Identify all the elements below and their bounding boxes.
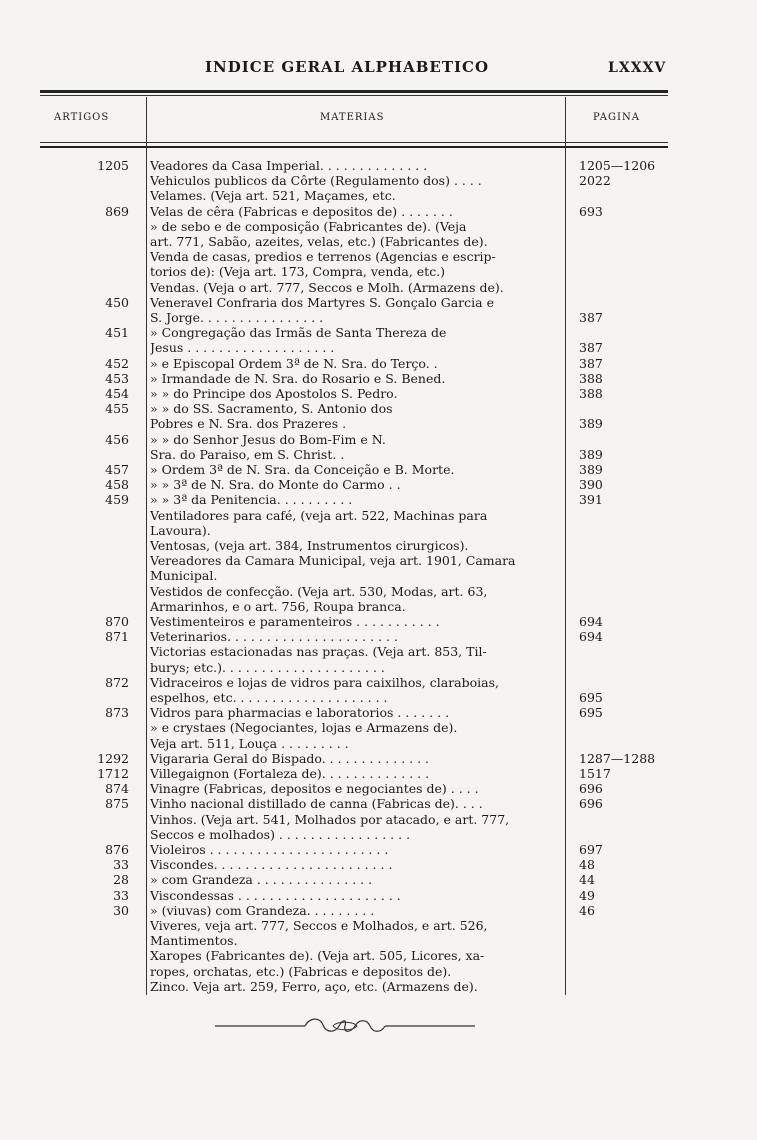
article-number: 874 bbox=[105, 781, 129, 797]
subject-entry: » (viuvas) com Grandeza. . . . . . . . . bbox=[150, 902, 375, 918]
column-header-rule-thick bbox=[40, 146, 668, 148]
subject-entry: Ventosas, (veja art. 384, Instrumentos cirurgicos). bbox=[150, 538, 469, 553]
page-reference: 389 bbox=[579, 446, 603, 462]
subject-entry: Jesus . . . . . . . . . . . . . . . . . . . bbox=[150, 340, 335, 356]
subject-entry: ropes, orchatas, etc.) (Fabricas e depositos de). bbox=[150, 963, 452, 979]
subject-entry: » » 3ª de N. Sra. do Monte do Carmo . . bbox=[150, 477, 401, 493]
subject-entry: Ventiladores para café, (veja art. 522, Machinas para bbox=[150, 507, 488, 523]
subject-entry: » com Grandeza . . . . . . . . . . . . . . . bbox=[150, 872, 373, 888]
subject-entry: » Congregação das Irmãs de Santa Thereza de bbox=[150, 325, 447, 341]
header-rule-thick bbox=[40, 90, 668, 93]
ornament-divider bbox=[215, 1015, 475, 1037]
subject-entry: Municipal. bbox=[150, 568, 218, 584]
article-number: 870 bbox=[105, 614, 129, 629]
article-number: 33 bbox=[113, 887, 129, 903]
page-reference: 387 bbox=[579, 355, 603, 371]
page-reference: 696 bbox=[579, 781, 603, 797]
subject-entry: Veneravel Confraria dos Martyres S. Gonçalo Garcia e bbox=[150, 294, 494, 310]
page-reference: 389 bbox=[579, 462, 603, 477]
subject-entry: burys; etc.). . . . . . . . . . . . . . . . . . . . . bbox=[150, 659, 385, 675]
subject-entry: » e crystaes (Negociantes, lojas e Armazens de). bbox=[150, 720, 458, 736]
subject-entry: Vestidos de confecção. (Veja art. 530, Modas, art. 63, bbox=[150, 583, 488, 599]
subject-entry: Mantimentos. bbox=[150, 933, 238, 949]
subject-entry: Vigararia Geral do Bispado. . . . . . . . . . . . . . bbox=[150, 750, 430, 766]
article-number: 453 bbox=[105, 370, 129, 386]
page-reference: 695 bbox=[579, 705, 603, 721]
subject-entry: Seccos e molhados) . . . . . . . . . . . . . . . . . bbox=[150, 826, 411, 842]
page-reference: 387 bbox=[579, 340, 603, 356]
subject-entry: Veja art. 511, Louça . . . . . . . . . bbox=[150, 735, 349, 751]
column-divider-left bbox=[146, 97, 147, 995]
article-number: 33 bbox=[113, 857, 129, 873]
page-header bbox=[0, 58, 757, 82]
article-number: 871 bbox=[105, 629, 129, 645]
page-reference: 1517 bbox=[579, 766, 611, 781]
article-number: 1205 bbox=[97, 158, 129, 173]
subject-entry: Vinhos. (Veja art. 541, Molhados por atacado, e art. 777, bbox=[150, 811, 510, 827]
page-reference: 46 bbox=[579, 902, 595, 918]
page-reference: 2022 bbox=[579, 173, 611, 189]
page-title: INDICE GERAL ALPHABETICO bbox=[205, 58, 490, 76]
page-reference: 693 bbox=[579, 203, 603, 219]
article-number: 876 bbox=[105, 842, 129, 857]
subject-entry: art. 771, Sabão, azeites, velas, etc.) (Fabricantes de). bbox=[150, 234, 488, 249]
page-reference: 1287—1288 bbox=[579, 750, 656, 766]
article-number: 450 bbox=[105, 294, 129, 310]
article-number: 457 bbox=[105, 462, 129, 477]
page-reference: 387 bbox=[579, 310, 603, 325]
article-number: 451 bbox=[105, 325, 129, 341]
column-header-pagina: PAGINA bbox=[593, 112, 640, 123]
header-rule-thin bbox=[40, 95, 668, 96]
page-reference: 697 bbox=[579, 842, 603, 857]
subject-entry: Lavoura). bbox=[150, 522, 211, 538]
subject-entry: » Irmandade de N. Sra. do Rosario e S. Bened. bbox=[150, 370, 446, 386]
page-reference: 388 bbox=[579, 386, 603, 401]
subject-entry: Victorias estacionadas nas praças. (Veja art. 853, Til- bbox=[150, 644, 487, 660]
subject-entry: Pobres e N. Sra. dos Prazeres . bbox=[150, 416, 347, 432]
subject-entry: Viscondes. . . . . . . . . . . . . . . . . . . . . . . bbox=[150, 857, 393, 873]
subject-entry: torios de): (Veja art. 173, Compra, venda, etc.) bbox=[150, 264, 446, 280]
subject-entry: Vendas. (Veja o art. 777, Seccos e Molh. (Armazens de). bbox=[150, 279, 504, 295]
subject-entry: Villegaignon (Fortaleza de). . . . . . . . . . . . . . bbox=[150, 766, 430, 781]
subject-entry: Velames. (Veja art. 521, Maçames, etc. bbox=[150, 188, 396, 204]
subject-entry: » Ordem 3ª de N. Sra. da Conceição e B. Morte. bbox=[150, 462, 455, 477]
article-number: 28 bbox=[113, 872, 129, 888]
subject-entry: Venda de casas, predios e terrenos (Agencias e escrip- bbox=[150, 249, 496, 265]
subject-entry: Vidraceiros e lojas de vidros para caixilhos, claraboias, bbox=[150, 674, 499, 690]
page-reference: 48 bbox=[579, 857, 595, 873]
page-reference: 1205—1206 bbox=[579, 158, 656, 173]
subject-entry: » » do Principe dos Apostolos S. Pedro. bbox=[150, 386, 398, 401]
article-number: 456 bbox=[105, 431, 129, 447]
column-header-rule-thin bbox=[40, 142, 668, 143]
page-reference: 694 bbox=[579, 629, 603, 645]
column-divider-right bbox=[565, 97, 566, 995]
subject-entry: Xaropes (Fabricantes de). (Veja art. 505, Licores, xa- bbox=[150, 948, 485, 964]
subject-entry: Viveres, veja art. 777, Seccos e Molhados, e art. 526, bbox=[150, 918, 488, 933]
page-number: LXXXV bbox=[608, 60, 667, 76]
subject-entry: » » 3ª da Penitencia. . . . . . . . . . bbox=[150, 492, 353, 508]
article-number: 30 bbox=[113, 902, 129, 918]
article-number: 454 bbox=[105, 386, 129, 401]
subject-entry: Veterinarios. . . . . . . . . . . . . . . . . . . . . . bbox=[150, 629, 398, 645]
page-reference: 49 bbox=[579, 887, 595, 903]
column-header-artigos: ARTIGOS bbox=[54, 112, 110, 123]
article-number: 873 bbox=[105, 705, 129, 721]
subject-entry: Violeiros . . . . . . . . . . . . . . . . . . . . . . . bbox=[150, 842, 389, 857]
column-header-materias: MATERIAS bbox=[320, 112, 385, 123]
page-reference: 388 bbox=[579, 370, 603, 386]
article-number: 459 bbox=[105, 492, 129, 508]
article-number: 1292 bbox=[97, 750, 129, 766]
article-number: 875 bbox=[105, 796, 129, 812]
subject-entry: Zinco. Veja art. 259, Ferro, aço, etc. (Armazens de). bbox=[150, 978, 478, 994]
subject-entry: » e Episcopal Ordem 3ª de N. Sra. do Terço. . bbox=[150, 355, 438, 371]
page-reference: 391 bbox=[579, 492, 603, 508]
subject-entry: Vereadores da Camara Municipal, veja art. 1901, Camara bbox=[150, 553, 516, 569]
page-reference: 694 bbox=[579, 614, 603, 629]
subject-entry: » » do SS. Sacramento, S. Antonio dos bbox=[150, 401, 393, 417]
subject-entry: » de sebo e de composição (Fabricantes de). (Veja bbox=[150, 218, 467, 234]
article-number: 452 bbox=[105, 355, 129, 371]
subject-entry: Vinagre (Fabricas, depositos e negociantes de) . . . . bbox=[150, 781, 479, 797]
subject-entry: espelhos, etc. . . . . . . . . . . . . . . . . . . . bbox=[150, 690, 388, 705]
subject-entry: Vidros para pharmacias e laboratorios . . . . . . . bbox=[150, 705, 450, 721]
subject-entry: Vehiculos publicos da Côrte (Regulamento dos) . . . . bbox=[150, 173, 482, 189]
page-reference: 389 bbox=[579, 416, 603, 432]
subject-entry: Veadores da Casa Imperial. . . . . . . . . . . . . . bbox=[150, 158, 428, 173]
subject-entry: Sra. do Paraiso, em S. Christ. . bbox=[150, 446, 345, 462]
article-number: 1712 bbox=[97, 766, 129, 781]
subject-entry: » » do Senhor Jesus do Bom-Fim e N. bbox=[150, 431, 386, 447]
page-reference: 44 bbox=[579, 872, 595, 888]
subject-entry: Vestimenteiros e paramenteiros . . . . . . . . . . . bbox=[150, 614, 440, 629]
article-number: 458 bbox=[105, 477, 129, 493]
page-reference: 695 bbox=[579, 690, 603, 705]
article-number: 872 bbox=[105, 674, 129, 690]
article-number: 869 bbox=[105, 203, 129, 219]
page-reference: 696 bbox=[579, 796, 603, 812]
article-number: 455 bbox=[105, 401, 129, 417]
subject-entry: S. Jorge. . . . . . . . . . . . . . . . bbox=[150, 310, 324, 325]
page-reference: 390 bbox=[579, 477, 603, 493]
subject-entry: Vinho nacional distillado de canna (Fabricas de). . . . bbox=[150, 796, 483, 812]
subject-entry: Viscondessas . . . . . . . . . . . . . . . . . . . . . bbox=[150, 887, 401, 903]
subject-entry: Velas de cêra (Fabricas e depositos de) . . . . . . . bbox=[150, 203, 453, 219]
subject-entry: Armarinhos, e o art. 756, Roupa branca. bbox=[150, 598, 406, 614]
